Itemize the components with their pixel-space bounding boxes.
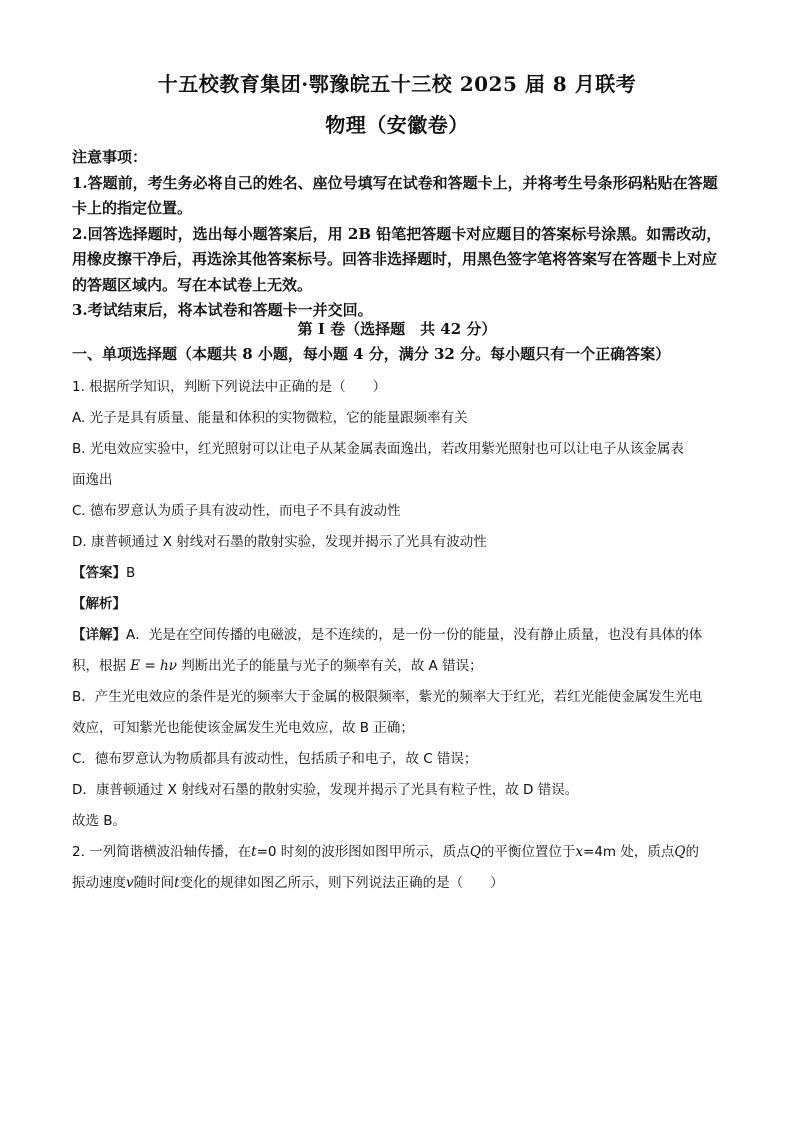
answer-tag: 【答案】 xyxy=(72,565,126,581)
q2-text-g: 随时间 xyxy=(133,875,175,891)
question-2-line2 xyxy=(72,868,724,899)
option-a: A. 光子是具有质量、能量和体积的实物微粒，它的能量跟频率有关 xyxy=(72,410,468,426)
detail-b-line1: B．产生光电效应的条件是光的频率大于金属的极限频率，紫光的频率大于红光，若红光能使金属发生光电 xyxy=(72,689,703,705)
var-t-2: t xyxy=(174,875,180,891)
var-q-2: Q xyxy=(674,844,686,860)
detail-a-suffix: 判断出光子的能量与光子的频率有关，故 A 错误； xyxy=(181,658,483,674)
conclusion: 故选 B。 xyxy=(72,813,127,829)
photon-energy-formula: E = hν xyxy=(130,658,177,674)
q2-text-e: 的 xyxy=(685,844,699,860)
var-x: x xyxy=(575,844,584,860)
option-d: D. 康普顿通过 X 射线对石墨的散射实验，发现并揭示了光具有波动性 xyxy=(72,534,487,550)
question-2-line1 xyxy=(72,837,724,868)
q2-text-f: 振动速度 xyxy=(72,875,126,891)
option-c: C. 德布罗意认为质子具有波动性，而电子不具有波动性 xyxy=(72,503,401,519)
analysis-tag: 【解析】 xyxy=(72,596,126,612)
q2-text-h: 变化的规律如图乙所示，则下列说法正确的是（ ） xyxy=(179,875,504,891)
detail-a-line1 xyxy=(72,620,724,651)
detail-tag: 【详解】 xyxy=(72,627,126,643)
q2-text-a: 2. 一列简谐横波沿轴传播，在 xyxy=(72,844,252,860)
detail-a-prefix: 积，根据 xyxy=(72,658,126,674)
notice-item-3: 3.考试结束后，将本试卷和答题卡一并交回。 xyxy=(72,301,373,319)
detail-b-line2: 效应，可知紫光也能使该金属发生光电效应，故 B 正确； xyxy=(72,720,414,736)
detail-a-text1: A．光是在空间传播的电磁波，是不连续的，是一份一份的能量，没有静止质量，也没有具体的体 xyxy=(126,627,703,643)
section-description: 一、单项选择题（本题共 8 小题，每小题 4 分，满分 32 分。每小题只有一个正确答案） xyxy=(72,345,671,363)
analysis-line xyxy=(72,589,724,620)
answer-value: B xyxy=(126,565,136,581)
q2-text-c: 的平衡位置位于 xyxy=(480,844,576,860)
var-v: v xyxy=(126,875,134,891)
detail-c: C．德布罗意认为物质都具有波动性，包括质子和电子，故 C 错误； xyxy=(72,751,478,767)
var-q: Q xyxy=(469,844,481,860)
var-t: t xyxy=(251,844,257,860)
question-1-block xyxy=(72,372,724,899)
q2-text-b: =0 时刻的波形图如图甲所示，质点 xyxy=(256,844,470,860)
exam-subtitle: 物理（安徽卷） xyxy=(325,113,469,137)
notice-item-2: 2.回答选择题时，选出每小题答案后，用 2B 铅笔把答题卡对应题目的答案标号涂黑。如需改动，用橡皮擦干净后，再选涂其他答案标号。回答非选择题时，用黑色签字笔将答案写在答题卡上对应的答题区域内。写在本试卷上无效。 xyxy=(72,224,722,294)
question-1-stem: 1. 根据所学知识，判断下列说法中正确的是（ ） xyxy=(72,379,387,395)
option-b-line1: B. 光电效应实验中，红光照射可以让电子从某金属表面逸出，若改用紫光照射也可以让电子从该金属表 xyxy=(72,441,684,457)
section-title: 第 I 卷（选择题 共 42 分） xyxy=(297,320,497,338)
notices-block xyxy=(72,145,724,324)
q2-text-d: =4m 处，质点 xyxy=(583,844,675,860)
detail-d: D．康普顿通过 X 射线对石墨的散射实验，发现并揭示了光具有粒子性，故 D 错误。 xyxy=(72,782,579,798)
exam-title: 十五校教育集团·鄂豫皖五十三校 2025 届 8 月联考 xyxy=(157,72,637,96)
notices-heading: 注意事项： xyxy=(72,148,148,166)
notice-item-1: 1.答题前，考生务必将自己的姓名、座位号填写在试卷和答题卡上，并将考生号条形码粘贴在答题卡上的指定位置。 xyxy=(72,173,718,217)
detail-a-line2 xyxy=(72,651,724,682)
option-b-line2: 面逸出 xyxy=(72,472,113,488)
answer-line xyxy=(72,558,724,589)
